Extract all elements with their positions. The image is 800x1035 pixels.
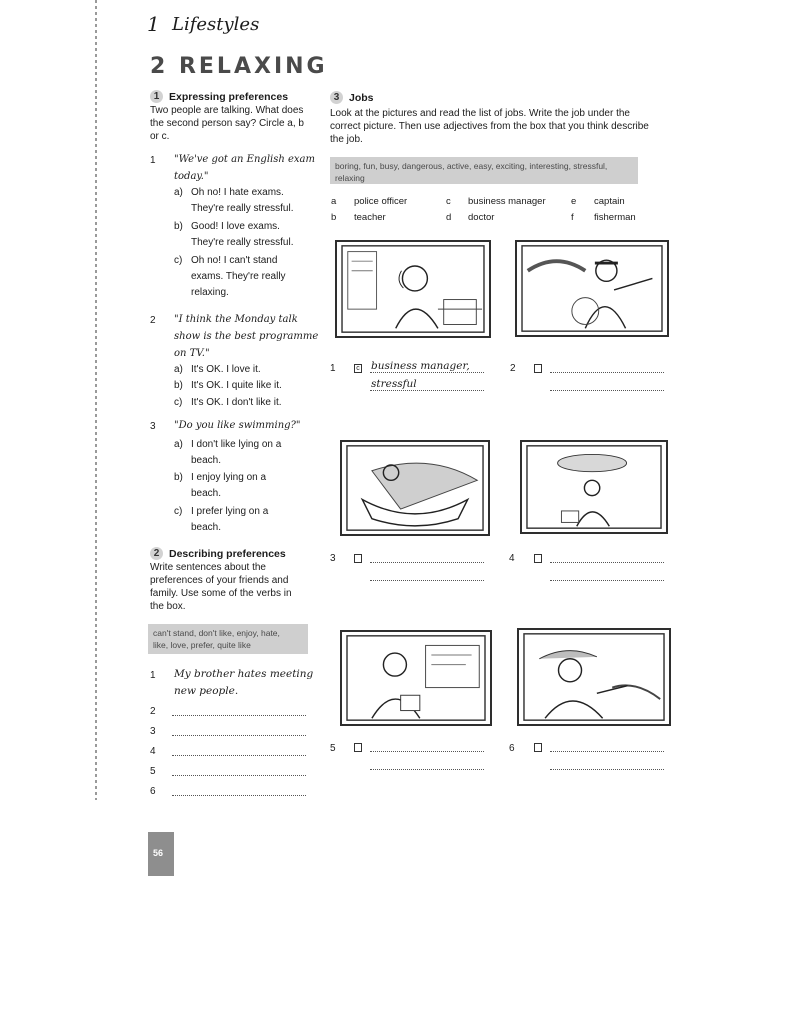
ex3-instruction-line: correct picture. Then use adjectives from the box that you think describe [330, 121, 649, 132]
handwritten-line: new people. [174, 685, 239, 697]
option-line: beach. [191, 455, 222, 466]
adjective-box-line: boring, fun, busy, dangerous, active, easy, exciting, interesting, stressful, [335, 161, 608, 171]
picture-checkbox[interactable]: c [354, 364, 362, 373]
option-line: relaxing. [191, 287, 229, 298]
option-line: exams. They're really [191, 271, 286, 282]
option-line: Oh no! I hate exams. [191, 187, 284, 198]
job-name: police officer [354, 196, 408, 207]
captain-illustration [517, 242, 667, 335]
ex1-item-number: 1 [150, 155, 156, 166]
ex2-blank-number: 5 [150, 766, 156, 777]
picture-fisherman [340, 440, 490, 536]
picture-number: 6 [509, 743, 515, 754]
picture-answer-underline[interactable] [550, 562, 664, 563]
ex1-option-text [191, 185, 294, 217]
ex1-instructions [150, 104, 320, 143]
picture-doctor [520, 440, 668, 534]
job-name: captain [594, 196, 625, 207]
doctor-illustration [522, 442, 666, 532]
ex2-blank-number: 2 [150, 706, 156, 717]
ex3-instruction-line: the job. [330, 134, 363, 145]
ex2-answer-line[interactable] [172, 775, 306, 776]
prompt-line: on TV." [174, 348, 210, 359]
prompt-line: today." [174, 171, 209, 182]
picture-teacher [340, 630, 492, 726]
prompt-line: show is the best programme [174, 331, 319, 342]
ex1-option-text: It's OK. I quite like it. [191, 380, 282, 391]
job-name: doctor [468, 212, 495, 223]
ex1-option-letter[interactable]: c) [174, 397, 183, 408]
unit-title: Lifestyles [172, 14, 260, 35]
ex2-example-number: 1 [150, 670, 156, 681]
ex1-option-letter[interactable]: a) [174, 187, 183, 198]
picture-checkbox[interactable] [354, 554, 362, 563]
ex2-instructions [150, 561, 320, 613]
prompt-line: "We've got an English exam [174, 154, 315, 165]
ex1-item-prompt: "Do you like swimming?" [174, 420, 301, 431]
ex1-item-number: 3 [150, 421, 156, 432]
handwritten-line: My brother hates meeting [174, 668, 314, 680]
picture-answer-underline[interactable] [370, 562, 484, 563]
ex2-answer-line[interactable] [172, 795, 306, 796]
ex2-title: Describing preferences [169, 548, 286, 560]
picture-business-manager [335, 240, 491, 338]
ex1-option-letter[interactable]: b) [174, 221, 183, 232]
ex2-example-answer [174, 666, 313, 700]
picture-police-officer [517, 628, 671, 726]
picture-number: 5 [330, 743, 336, 754]
option-line: I prefer lying on a [191, 506, 269, 517]
verb-box-line: like, love, prefer, quite like [153, 640, 251, 650]
ex1-option-letter[interactable]: c) [174, 255, 183, 266]
ex2-instruction-line: the box. [150, 601, 186, 612]
picture-checkbox[interactable] [534, 743, 542, 752]
job-letter: a [331, 196, 337, 207]
ex1-option-letter[interactable]: b) [174, 472, 183, 483]
picture-answer-underline[interactable] [550, 751, 664, 752]
lesson-title: 2 RELAXING [150, 54, 328, 79]
picture-answer-underline[interactable] [370, 372, 484, 373]
police-officer-illustration [519, 630, 669, 724]
picture-answer-line-1: business manager, [371, 360, 470, 372]
ex1-option-letter[interactable]: a) [174, 439, 183, 450]
ex2-heading [150, 547, 286, 560]
job-letter: f [571, 212, 574, 223]
teacher-illustration [342, 632, 490, 724]
ex2-instruction-line: preferences of your friends and [150, 575, 289, 586]
option-line: beach. [191, 522, 222, 533]
ex1-option-letter[interactable]: c) [174, 506, 183, 517]
job-letter: d [446, 212, 452, 223]
option-line: beach. [191, 488, 222, 499]
ex1-option-text: It's OK. I don't like it. [191, 397, 282, 408]
ex1-option-text [191, 504, 268, 536]
ex2-verb-box [148, 624, 308, 654]
ex1-instruction-line: Two people are talking. What does [150, 105, 304, 116]
ex2-blank-number: 6 [150, 786, 156, 797]
job-name: fisherman [594, 212, 636, 223]
picture-answer-underline[interactable] [550, 390, 664, 391]
picture-number: 1 [330, 363, 336, 374]
picture-answer-underline[interactable] [550, 769, 664, 770]
picture-number: 2 [510, 363, 516, 374]
ex2-answer-line[interactable] [172, 715, 306, 716]
picture-number: 4 [509, 553, 515, 564]
job-letter: c [446, 196, 451, 207]
option-line: I enjoy lying on a [191, 472, 267, 483]
option-line: They're really stressful. [191, 203, 294, 214]
ex1-title: Expressing preferences [169, 91, 289, 103]
adjective-box-line: relaxing [335, 173, 365, 183]
ex2-instruction-line: family. Use some of the verbs in [150, 588, 292, 599]
business-manager-illustration [337, 242, 489, 336]
ex1-number-badge: 1 [150, 90, 163, 103]
picture-checkbox[interactable] [354, 743, 362, 752]
ex1-option-text [191, 219, 294, 251]
ex2-instruction-line: Write sentences about the [150, 562, 266, 573]
ex1-heading [150, 90, 288, 103]
option-line: They're really stressful. [191, 237, 294, 248]
ex3-adjective-box [330, 157, 638, 184]
ex3-title: Jobs [349, 92, 374, 104]
prompt-line: "I think the Monday talk [174, 314, 298, 325]
page-number: 56 [153, 848, 164, 858]
ex1-instruction-line: or c. [150, 131, 170, 142]
ex2-answer-line[interactable] [172, 735, 306, 736]
ex1-item-number: 2 [150, 315, 156, 326]
ex1-option-letter[interactable]: b) [174, 380, 183, 391]
picture-answer-line-2: stressful [371, 378, 417, 390]
ex1-item-prompt [174, 151, 315, 185]
page-number-tab [148, 832, 174, 876]
picture-checkbox[interactable] [534, 364, 542, 373]
job-name: teacher [354, 212, 386, 223]
picture-answer-underline[interactable] [370, 390, 484, 391]
picture-answer-underline[interactable] [370, 769, 484, 770]
verb-box-line: can't stand, don't like, enjoy, hate, [153, 628, 280, 638]
ex1-option-text [191, 253, 286, 301]
picture-answer-underline[interactable] [370, 580, 484, 581]
page-binding-edge [95, 0, 97, 800]
ex2-blank-number: 3 [150, 726, 156, 737]
ex3-heading [330, 91, 374, 104]
picture-answer-underline[interactable] [550, 580, 664, 581]
fisherman-illustration [342, 442, 488, 534]
ex1-option-text: It's OK. I love it. [191, 364, 261, 375]
ex1-option-text [191, 470, 266, 502]
ex1-option-letter[interactable]: a) [174, 364, 183, 375]
job-name: business manager [468, 196, 546, 207]
picture-checkbox[interactable] [534, 554, 542, 563]
ex2-blank-number: 4 [150, 746, 156, 757]
ex1-option-text [191, 437, 281, 469]
picture-number: 3 [330, 553, 336, 564]
job-letter: b [331, 212, 337, 223]
option-line: Good! I love exams. [191, 221, 280, 232]
picture-answer-underline[interactable] [370, 751, 484, 752]
ex3-number-badge: 3 [330, 91, 343, 104]
ex2-number-badge: 2 [150, 547, 163, 560]
picture-answer-underline[interactable] [550, 372, 664, 373]
ex1-item-prompt [174, 311, 318, 362]
option-line: I don't like lying on a [191, 439, 282, 450]
unit-number: 1 [147, 12, 160, 36]
ex1-instruction-line: the second person say? Circle a, b [150, 118, 304, 129]
picture-captain [515, 240, 669, 337]
ex3-instruction-line: Look at the pictures and read the list of jobs. Write the job under the [330, 108, 630, 119]
ex2-answer-line[interactable] [172, 755, 306, 756]
job-letter: e [571, 196, 577, 207]
option-line: Oh no! I can't stand [191, 255, 278, 266]
ex3-instructions [330, 107, 660, 146]
